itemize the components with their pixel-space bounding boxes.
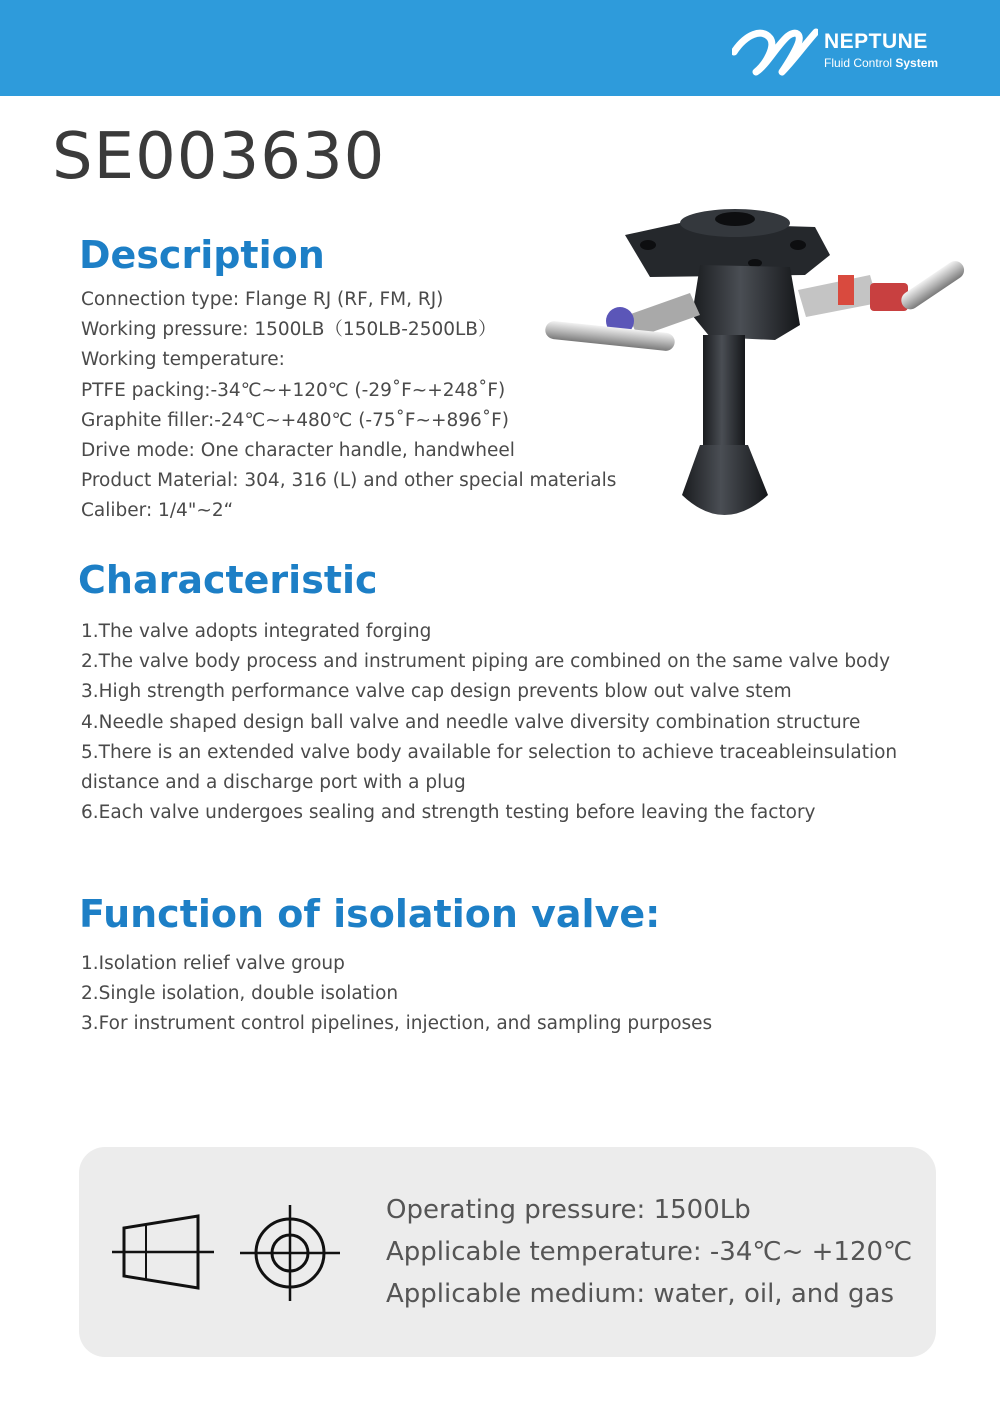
characteristic-line: 2.The valve body process and instrument piping are combined on the same valve body: [81, 651, 891, 673]
description-line: Product Material: 304, 316 (L) and other special materials: [81, 470, 617, 492]
operating-pressure: Operating pressure: 1500Lb: [386, 1195, 751, 1225]
brand-header: [0, 0, 1000, 96]
function-line: 2.Single isolation, double isolation: [81, 983, 399, 1005]
crosshair-circle-icon: [238, 1205, 342, 1301]
description-line: PTFE packing:-34℃~+120℃ (-29˚F~+248˚F): [81, 379, 506, 401]
isolation-valve-product-image: [540, 205, 980, 525]
function-list: [81, 949, 712, 1040]
characteristic-line: 5.There is an extended valve body available for selection to achieve traceableinsulation: [81, 741, 898, 763]
neptune-logo: [732, 26, 952, 76]
applicable-temperature: Applicable temperature: -34℃~ +120℃: [386, 1237, 913, 1267]
model-number: SE003630: [52, 120, 386, 194]
characteristic-line: distance and a discharge port with a plug: [81, 772, 466, 794]
description-line: Drive mode: One character handle, handwheel: [81, 440, 515, 462]
third-angle-projection-icon: [110, 1210, 215, 1292]
description-list: [81, 285, 616, 527]
brand-name: NEPTUNE: [824, 30, 928, 53]
characteristic-line: 4.Needle shaped design ball valve and needle valve diversity combination structure: [81, 711, 861, 733]
description-heading: Description: [79, 233, 325, 277]
neptune-wave-logo-icon: [732, 26, 818, 76]
brand-tagline: Fluid Control System: [824, 56, 939, 70]
applicable-medium: Applicable medium: water, oil, and gas: [386, 1279, 894, 1309]
description-line: Working temperature:: [81, 349, 285, 371]
characteristic-line: 6.Each valve undergoes sealing and strength testing before leaving the factory: [81, 802, 816, 824]
function-heading: Function of isolation valve:: [79, 892, 661, 936]
spec-list: [386, 1189, 912, 1315]
description-line: Connection type: Flange RJ (RF, FM, RJ): [81, 289, 444, 310]
description-line: Caliber: 1/4"~2“: [81, 500, 234, 522]
function-line: 3.For instrument control pipelines, injection, and sampling purposes: [81, 1013, 713, 1035]
characteristic-line: 3.High strength performance valve cap design prevents blow out valve stem: [81, 681, 792, 703]
description-line: Working pressure: 1500LB（150LB-2500LB）: [81, 319, 497, 341]
function-line: 1.Isolation relief valve group: [81, 953, 345, 974]
characteristic-heading: Characteristic: [78, 558, 378, 602]
characteristic-list: [81, 617, 897, 828]
characteristic-line: 1.The valve adopts integrated forging: [81, 621, 432, 642]
description-line: Graphite filler:-24℃~+480℃ (-75˚F~+896˚F): [81, 409, 509, 431]
